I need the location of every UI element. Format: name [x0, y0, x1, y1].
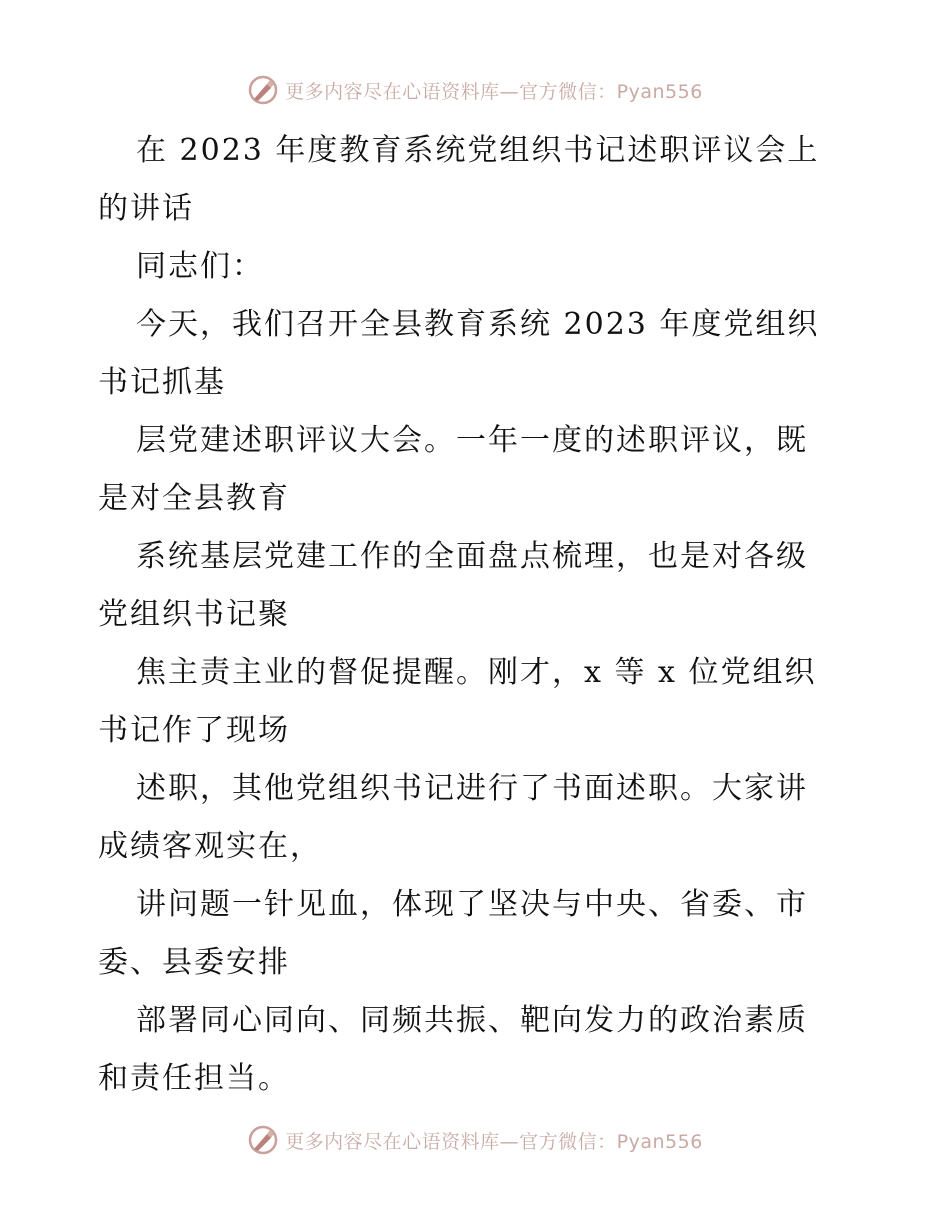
document-body — [98, 122, 850, 1108]
pen-logo-icon — [247, 74, 279, 106]
pen-logo-icon — [247, 1124, 279, 1156]
footer-watermark — [0, 1120, 950, 1160]
text-line: 系统基层党建工作的全面盘点梳理，也是对各级 — [136, 539, 808, 574]
text-line: 述职，其他党组织书记进行了书面述职。大家讲 — [136, 771, 808, 806]
header-watermark — [0, 70, 950, 110]
text-line: 今天，我们召开全县教育系统 2023 年度党组织 — [136, 307, 820, 342]
text-line: 书记抓基 — [98, 365, 226, 400]
text-line: 委、县委安排 — [98, 945, 290, 980]
text-line: 是对全县教育 — [98, 481, 290, 516]
text-line: 和责任担当。 — [98, 1061, 290, 1096]
text-line: 层党建述职评议大会。一年一度的述职评议，既 — [136, 423, 808, 458]
title-line-1: 在 2023 年度教育系统党组织书记述职评议会上 — [136, 133, 820, 168]
text-line: 成绩客观实在， — [98, 829, 322, 864]
header-watermark-text: 更多内容尽在心语资料库—官方微信：Pyan556 — [285, 80, 703, 103]
title-line-2: 的讲话 — [98, 191, 194, 226]
footer-watermark-text: 更多内容尽在心语资料库—官方微信：Pyan556 — [285, 1130, 703, 1153]
text-line: 部署同心同向、同频共振、靶向发力的政治素质 — [136, 1003, 808, 1038]
text-line: 讲问题一针见血，体现了坚决与中央、省委、市 — [136, 887, 808, 922]
text-line: 书记作了现场 — [98, 713, 290, 748]
text-line: 党组织书记聚 — [98, 597, 290, 632]
text-line: 焦主责主业的督促提醒。刚才，x 等 x 位党组织 — [136, 655, 817, 690]
salutation: 同志们： — [136, 249, 264, 284]
